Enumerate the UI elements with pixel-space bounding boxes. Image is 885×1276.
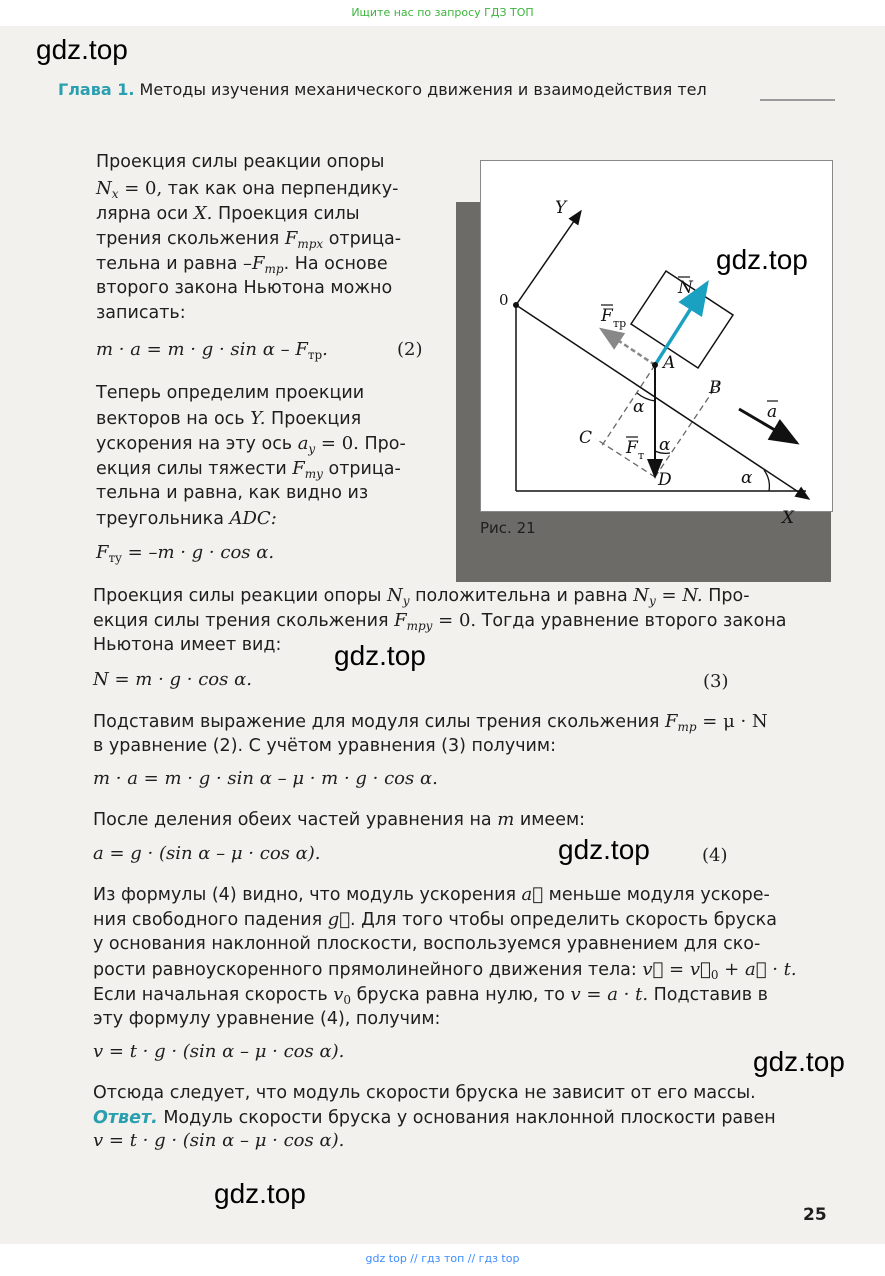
p2-line4: екция силы тяжести $F_{тy}$ отрица- [96, 458, 401, 481]
chapter-header [58, 80, 707, 99]
label-alpha-base: α [741, 468, 753, 488]
label-accel: a [767, 402, 778, 422]
p3-line2: екция силы трения скольжения $F_{трy} = 0$. Тогда уравнение второго закона [93, 610, 787, 633]
p2-line1: Теперь определим проекции [96, 383, 365, 403]
label-point-a: A [663, 353, 676, 373]
y-axis-line [516, 211, 581, 305]
p2-line6: треугольника ADC: [96, 508, 277, 529]
equation-3-number: (3) [703, 671, 729, 692]
page-number: 25 [803, 1205, 827, 1225]
p1-line5: тельна и равна $-F_{тр}$. На основе [96, 253, 388, 276]
label-alpha-d: α [659, 435, 671, 455]
equation-5: v = t · g · (sin α – μ · cos α). [93, 1041, 345, 1062]
label-alpha-a: α [633, 397, 645, 417]
vector-bars [601, 277, 778, 437]
point-a-dot [652, 362, 658, 368]
equation-fty: $F_{тy} = -m \cdot g \cdot \cos \alpha$. [96, 542, 275, 565]
chapter-rule [760, 99, 835, 101]
p4-line1: Подставим выражение для модуля силы трения скольжения $F_{тр} = \mu \cdot N$ [93, 711, 768, 734]
p2-line3: ускорения на эту ось $a_y = 0$. Про- [96, 433, 406, 456]
equation-4: a = g · (sin α – μ · cos α). [93, 843, 321, 864]
p6-line5: Если начальная скорость $v_0$ бруска равна нулю, то v = a · t. Подставив в [93, 984, 768, 1007]
watermark: gdz.top [214, 1178, 306, 1209]
p1-line4: трения скольжения $F_{трx}$ отрица- [96, 228, 402, 251]
label-y-axis: Y [555, 198, 567, 218]
label-point-c: C [579, 428, 593, 448]
chapter-title: Методы изучения механического движения и взаимодействия тел [139, 80, 707, 99]
answer-equation: v = t · g · (sin α – μ · cos α). [93, 1130, 345, 1151]
p6-line2: ния свободного падения g⃗. Для того чтобы определить скорость бруска [93, 909, 777, 930]
watermark: gdz.top [716, 244, 808, 275]
dashed-ac [601, 365, 655, 447]
p5-line1: После деления обеих частей уравнения на m имеем: [93, 809, 586, 830]
watermark: gdz.top [558, 834, 650, 865]
equation-3: N = m · g · cos α. [93, 669, 252, 690]
p3-line3: Ньютона имеет вид: [93, 635, 282, 655]
p1-line3: лярна оси X. Проекция силы [96, 203, 360, 224]
answer-label: Ответ. [93, 1108, 158, 1128]
p2-line5: тельна и равна, как видно из [96, 483, 369, 503]
label-point-b: B [709, 378, 722, 398]
p1-line7: записать: [96, 303, 186, 323]
label-x-axis: X [782, 508, 795, 528]
p1-line1: Проекция силы реакции опоры [96, 152, 385, 172]
figure-caption: Рис. 21 [480, 519, 536, 537]
chapter-label: Глава 1. [58, 80, 135, 99]
equation-2-number: (2) [397, 339, 423, 360]
origin-dot [513, 302, 519, 308]
equation-substituted: m · a = m · g · sin α – μ · m · g · cos α. [93, 768, 438, 789]
p6-line6: эту формулу уравнение (4), получим: [93, 1009, 441, 1029]
p6-line1: Из формулы (4) видно, что модуль ускорения a⃗ меньше модуля ускоре- [93, 884, 770, 905]
watermark: gdz.top [753, 1046, 845, 1077]
watermark: gdz.top [36, 34, 128, 65]
p1-line6: второго закона Ньютона можно [96, 278, 393, 298]
label-origin: 0 [499, 291, 509, 309]
label-friction: F [601, 306, 613, 326]
incline-diagram [481, 161, 832, 528]
label-normal: N [678, 278, 693, 298]
answer-line: Ответ. Модуль скорости бруска у основания наклонной плоскости равен [93, 1108, 776, 1128]
equation-4-number: (4) [702, 845, 728, 866]
equation-2: $m \cdot a = m \cdot g \cdot \sin \alpha - F_{тр}$. [96, 339, 328, 362]
p6-line4: рости равноускоренного прямолинейного движения тела: v⃗ = $v⃗_0$ + a⃗ · t. [93, 959, 797, 982]
top-banner[interactable]: Ищите нас по запросу ГДЗ ТОП [351, 6, 534, 19]
textbook-page [0, 26, 885, 1244]
label-friction-sub: тр [613, 317, 627, 330]
p1-line2: $N_x = 0$, так как она перпендику- [96, 178, 399, 201]
p3-line1: Проекция силы реакции опоры $N_y$ положительна и равна $N_y = N$. Про- [93, 585, 750, 608]
label-point-d: D [658, 470, 672, 490]
watermark: gdz.top [334, 640, 426, 671]
bottom-links[interactable]: gdz top // гдз топ // гдз top [365, 1252, 520, 1265]
p7-line: Отсюда следует, что модуль скорости бруска не зависит от его массы. [93, 1083, 756, 1103]
angle-arc-base [764, 470, 769, 491]
label-gravity: F [626, 438, 638, 458]
p2-line2: векторов на ось Y. Проекция [96, 408, 362, 429]
p6-line3: у основания наклонной плоскости, воспользуемся уравнением для ско- [93, 934, 761, 954]
p4-line2: в уравнение (2). С учётом уравнения (3) получим: [93, 736, 557, 756]
label-gravity-sub: т [638, 449, 645, 462]
